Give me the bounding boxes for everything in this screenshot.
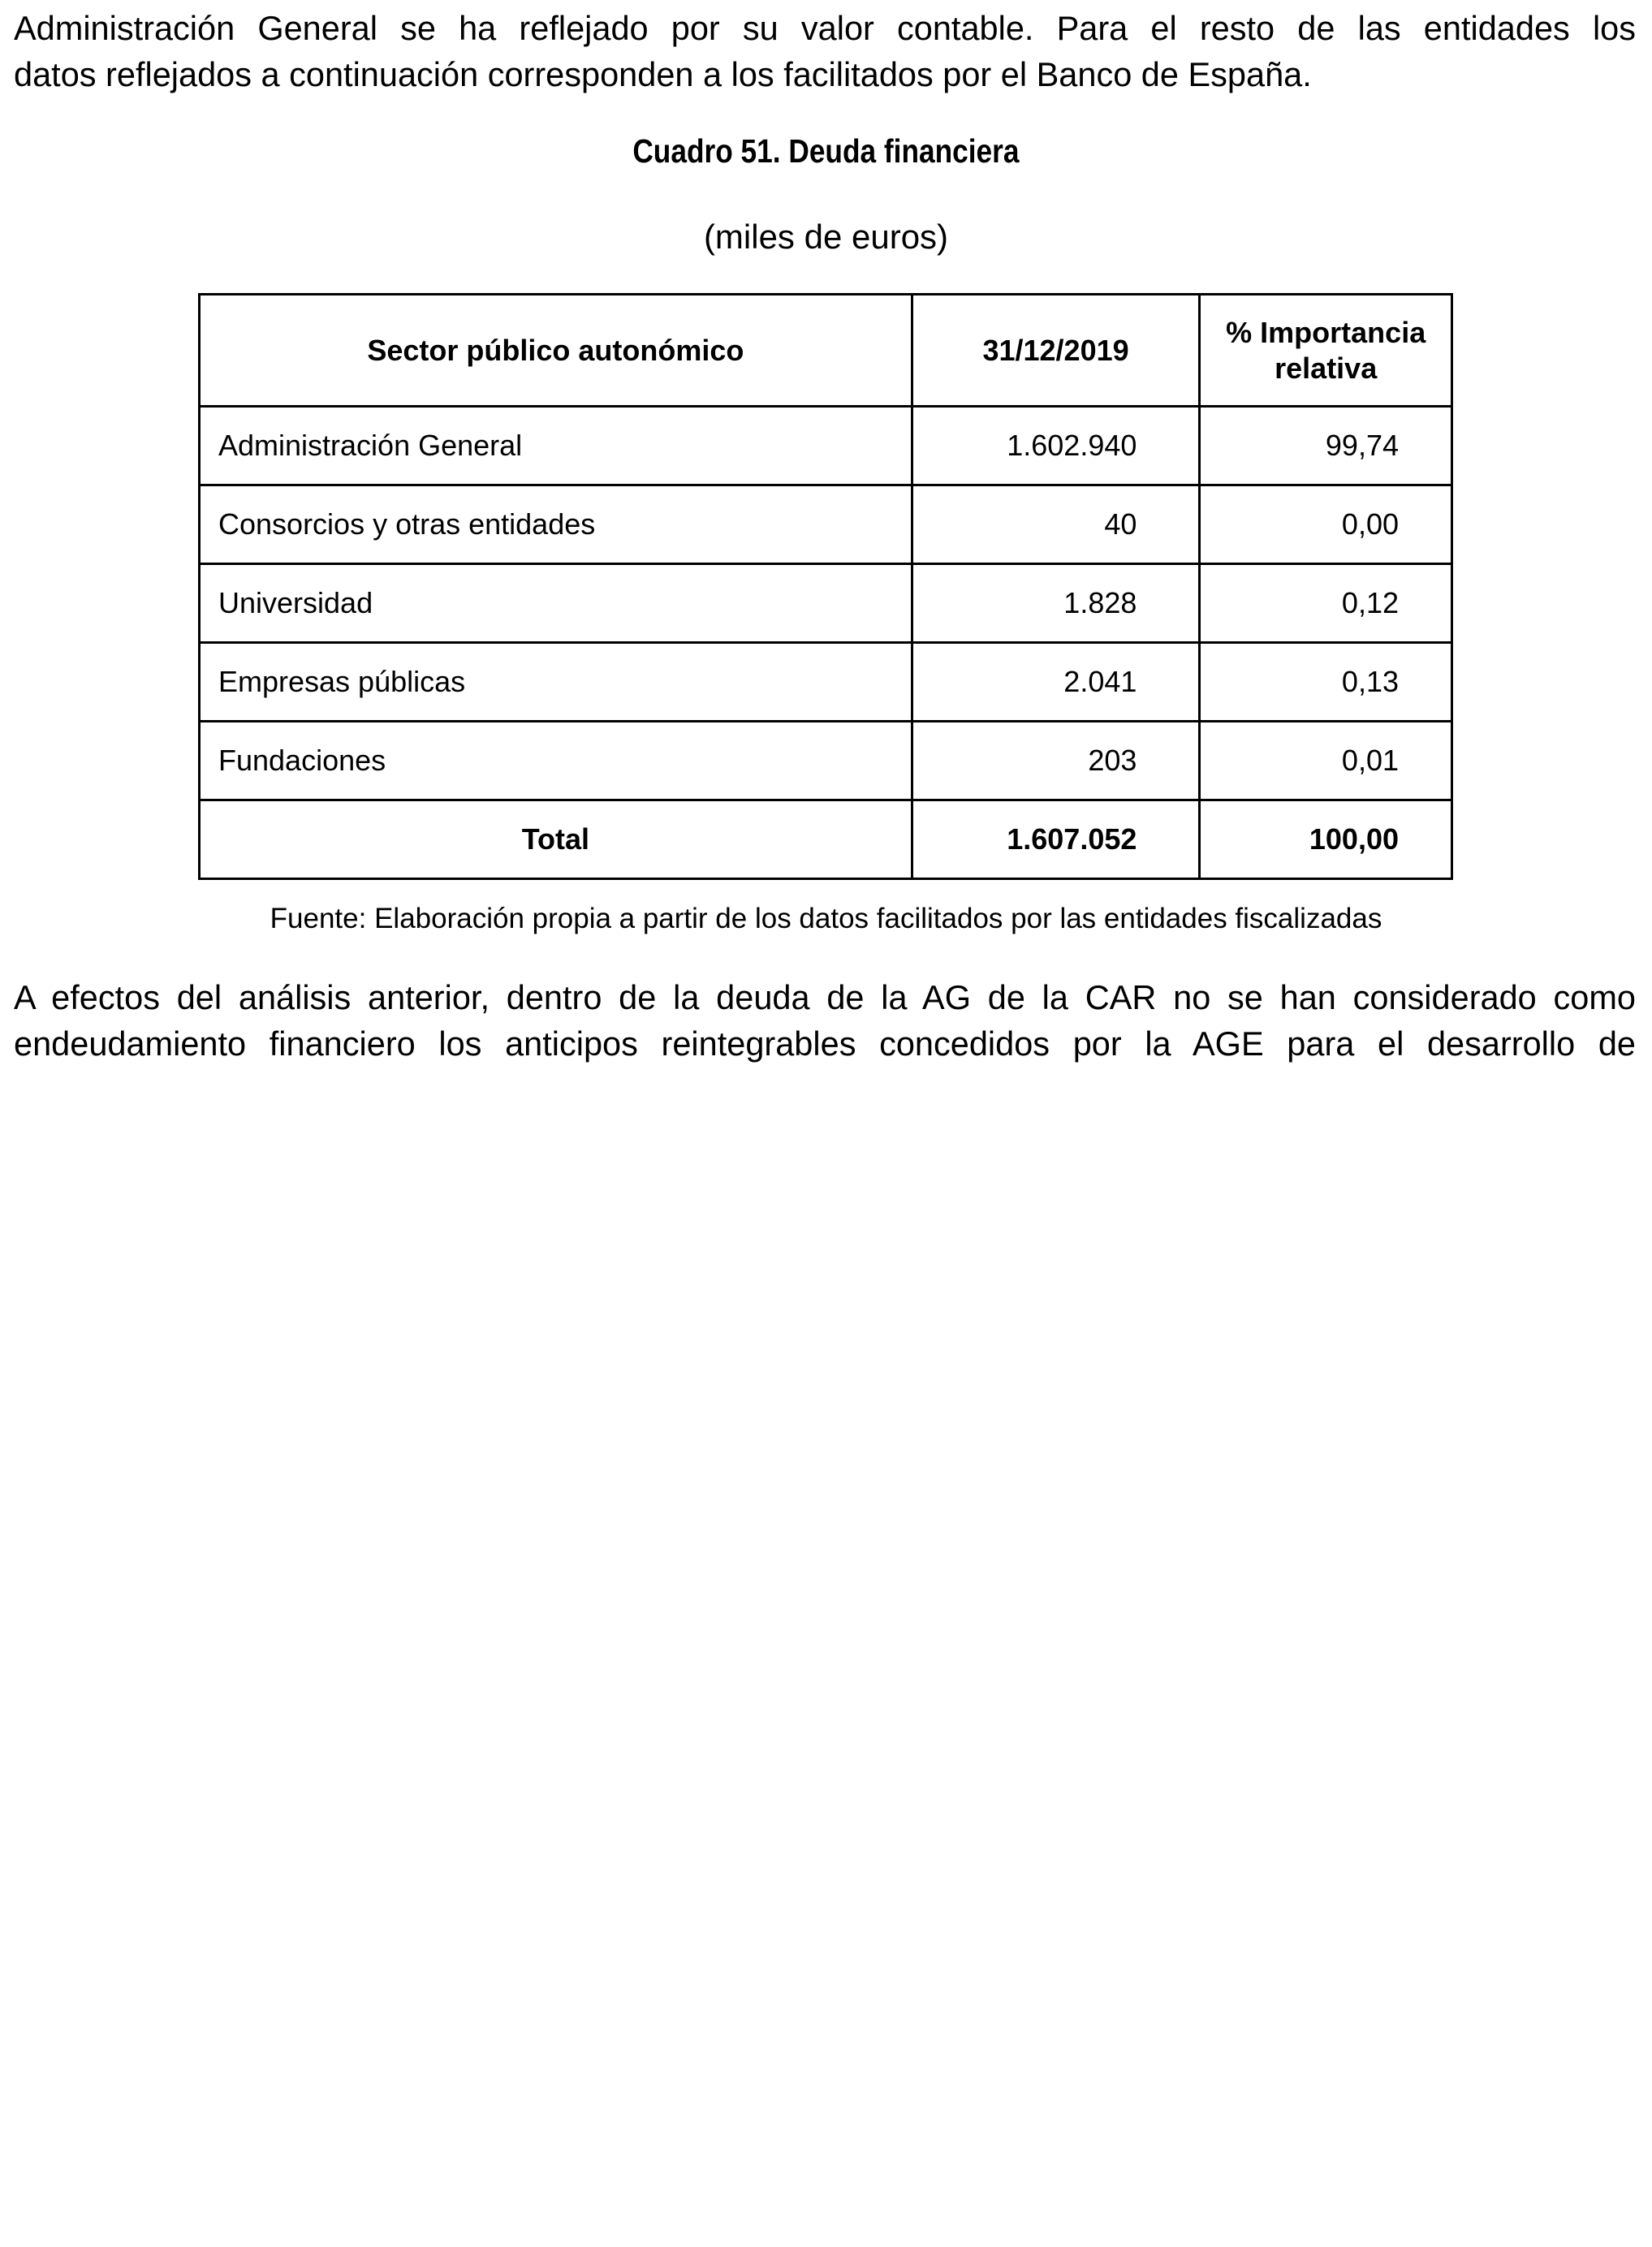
closing-paragraph-line: A efectos del análisis anterior, dentro de la deuda de la AG de la CAR no se han considerado como <box>14 978 1636 1016</box>
debt-table <box>198 293 1453 880</box>
row-value: 203 <box>912 722 1200 800</box>
table-title: Cuadro 51. Deuda financiera <box>632 132 1020 170</box>
row-pct: 0,01 <box>1200 722 1452 800</box>
header-pct <box>1200 295 1452 407</box>
row-name: Consorcios y otras entidades <box>200 485 912 564</box>
source-note: Fuente: Elaboración propia a partir de los datos facilitados por las entidades fiscalizadas <box>270 903 1382 934</box>
header-pct-line2: relativa <box>1275 351 1378 385</box>
closing-paragraph-line: endeudamiento financiero los anticipos reintegrables concedidos por la AGE para el desarrollo de <box>14 1024 1636 1063</box>
table-row <box>200 643 1452 722</box>
row-name: Universidad <box>200 564 912 643</box>
table-header-row <box>200 295 1452 407</box>
row-pct: 99,74 <box>1200 407 1452 485</box>
row-pct: 0,00 <box>1200 485 1452 564</box>
total-value: 1.607.052 <box>912 800 1200 879</box>
row-name: Empresas públicas <box>200 643 912 722</box>
row-pct: 0,13 <box>1200 643 1452 722</box>
table-row <box>200 722 1452 800</box>
intro-paragraph-line: datos reflejados a continuación corresponden a los facilitados por el Banco de España. <box>14 55 1312 93</box>
table-total-row <box>200 800 1452 879</box>
header-sector: Sector público autonómico <box>200 295 912 407</box>
row-value: 1.828 <box>912 564 1200 643</box>
table-row <box>200 485 1452 564</box>
row-value: 40 <box>912 485 1200 564</box>
row-name: Fundaciones <box>200 722 912 800</box>
row-value: 2.041 <box>912 643 1200 722</box>
intro-paragraph-line: Administración General se ha reflejado por su valor contable. Para el resto de las entidades los <box>14 9 1636 47</box>
total-pct: 100,00 <box>1200 800 1452 879</box>
intro-paragraph <box>14 5 1636 97</box>
row-name: Administración General <box>200 407 912 485</box>
table-units: (miles de euros) <box>703 218 949 256</box>
closing-paragraph <box>14 974 1636 1067</box>
header-date: 31/12/2019 <box>912 295 1200 407</box>
header-pct-line1: % Importancia <box>1226 315 1426 349</box>
total-label: Total <box>200 800 912 879</box>
table-row <box>200 564 1452 643</box>
row-pct: 0,12 <box>1200 564 1452 643</box>
table-row <box>200 407 1452 485</box>
row-value: 1.602.940 <box>912 407 1200 485</box>
